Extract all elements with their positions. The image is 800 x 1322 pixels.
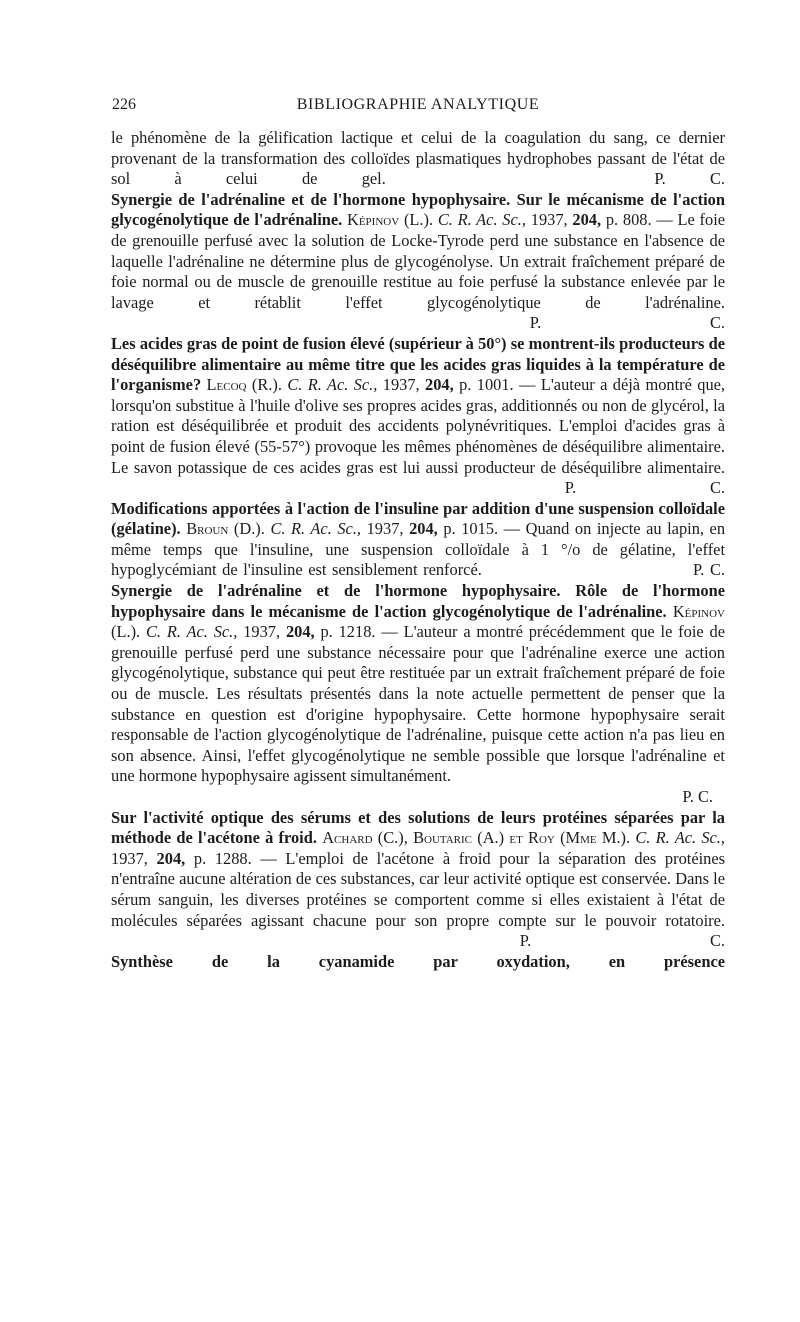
entry-author-initials: (D.). [233, 519, 265, 539]
running-title: BIBLIOGRAPHIE ANALYTIQUE [296, 96, 540, 113]
entry-volume: 204, [285, 622, 315, 642]
bibliography-entry [111, 499, 725, 581]
page-body [111, 128, 725, 972]
entry-author-initials: (L.). [403, 210, 434, 230]
entry-abstract: — Le foie de grenouille perfusé avec la solution de Locke-Tyrode perd une substance en l'absence de laquelle l'adrénaline ne détermine plus de glycogénolyse. Un extrait fraîchement préparé de foie normal ou de muscle de grenouille restitue au foie perfusé la substance enlevée par le lavage et rétablit l'effet glycogénolytique de l'adrénaline. [111, 210, 726, 312]
entry-abstract: — Quand on injecte au lapin, en même temps que l'insuline, une suspension colloïdale à 1 °/o de gélatine, l'effet hypoglycémiant de l'insuline est sensiblement renforcé. [111, 519, 726, 580]
entry-signature: P. C. [519, 931, 725, 951]
entry-title: Sur l'activité optique des sérums et des solutions de leurs protéines séparées par la méthode de l'acétone à froid. [111, 807, 725, 848]
entry-volume: 204, [572, 210, 602, 230]
bibliography-entry [111, 334, 725, 499]
entry-source: C. R. Ac. Sc., [270, 519, 362, 539]
entry-signature: P. C. [692, 560, 725, 580]
entry-signature: P. C. [529, 313, 725, 333]
entry-abstract: — L'auteur a déjà montré que, lorsqu'on substitue à l'huile d'olive ses propres acides gras, additionnés ou non de glycérol, la ration est déséquilibrée et produit des accidents polynévritiques. L'emploi d'acides gras à point de fusion élevé (55-57°) provoque les mêmes phénomènes de déséquilibre alimentaire. Le savon potassique de ces acides gras est lui aussi producteur de déséquilibre alimentaire. [111, 375, 726, 477]
entry-title: Synergie de l'adrénaline et de l'hormone hypophysaire. Rôle de l'hormone hypophysaire dans le mécanisme de l'action glycogénolytique de l'adrénaline. [111, 581, 725, 621]
entry-signature: P. C. [564, 478, 725, 498]
entry-page: p. 808. [605, 210, 652, 230]
entry-source: C. R. Ac. Sc., [437, 210, 526, 230]
running-header [112, 96, 724, 118]
entry-abstract: — L'auteur a montré précédemment que le foie de grenouille perfusé perd une substance nécessaire pour que l'adrénaline exerce une action glycogénolytique, substance qui peut être restituée par un extrait fraîchement préparé de foie ou de muscle. Les résultats présentés dans la note actuelle permettent de penser que la substance en question est d'origine hypophysaire. Cette hormone hypophysaire serait responsable de l'action glycogénolytique de l'adrénaline, puisque cette action n'a pas lieu en son absence. Ainsi, l'effet glycogénolytique ne semble possible que lorsque l'adrénaline et une hormone hypophysaire agissent simultanément. [111, 622, 725, 786]
entry-year: 1937, [530, 210, 568, 230]
entry-author: Képinov [347, 210, 400, 230]
entry-volume: 204, [409, 519, 438, 539]
entry-continuation [111, 128, 725, 190]
entry-page: p. 1001. [459, 375, 514, 395]
entry-year: 1937, [366, 519, 404, 539]
bibliography-entry [111, 808, 725, 952]
entry-year: 1937, [243, 622, 281, 642]
page-number: 226 [112, 96, 136, 113]
entry-abstract: — L'emploi de l'acétone à froid pour la séparation des protéines n'entraîne aucune altération de ces substances, car leur activité optique est conservée. Dans le sérum sanguin, les diverses protéines se comportent comme si elles existaient à l'état de molécules séparées agissant chacune pour son propre compte sur le pouvoir rotatoire. [111, 848, 726, 930]
entry-author: Lecoq [206, 375, 247, 395]
entry-page: p. 1218. [320, 622, 376, 642]
entry-source: C. R. Ac. Sc., [635, 828, 725, 848]
entry-source: C. R. Ac. Sc., [287, 375, 378, 395]
entry-page: p. 1015. [443, 519, 499, 539]
entry-author-initials: (L.). [111, 622, 141, 642]
entry-abstract: le phénomène de la gélification lactique et celui de la coagulation du sang, ce dernier provenant de la transformation des colloïdes plasmatiques hydrophobes passant de l'état de sol à celui de gel. [111, 128, 725, 189]
bibliography-entry [111, 952, 725, 973]
bibliography-entry [111, 190, 725, 334]
entry-signature: P. C. [682, 787, 713, 806]
entry-source: C. R. Ac. Sc., [145, 622, 238, 642]
entry-author: Broun [186, 519, 229, 539]
entry-author: Képinov [672, 601, 725, 621]
entry-title: Modifications apportées à l'action de l'insuline par addition d'une suspension colloïdale (gélatine). [111, 498, 725, 539]
entry-signature: P. C. [654, 169, 725, 189]
entry-volume: 204, [425, 375, 454, 395]
entry-title: Synthèse de la cyanamide par oxydation, en présence [111, 951, 725, 971]
entry-page: p. 1288. [193, 848, 252, 868]
bibliography-entry [111, 581, 725, 808]
entry-year: 1937, [382, 375, 420, 395]
entry-author-initials: (R.). [251, 375, 282, 395]
entry-title: Synergie de l'adrénaline et de l'hormone hypophysaire. Sur le mécanisme de l'action glycogénolytique de l'adrénaline. [111, 189, 725, 230]
entry-volume: 204, [156, 848, 186, 868]
entry-authors: Achard (C.), Boutaric (A.) et Roy (Mme M.). [322, 828, 631, 848]
entry-year: 1937, [111, 848, 148, 868]
entry-title: Les acides gras de point de fusion élevé (supérieur à 50°) se montrent-ils producteurs de déséquilibre alimentaire au même titre que les acides gras liquides à la température de l'organisme? [111, 333, 725, 395]
